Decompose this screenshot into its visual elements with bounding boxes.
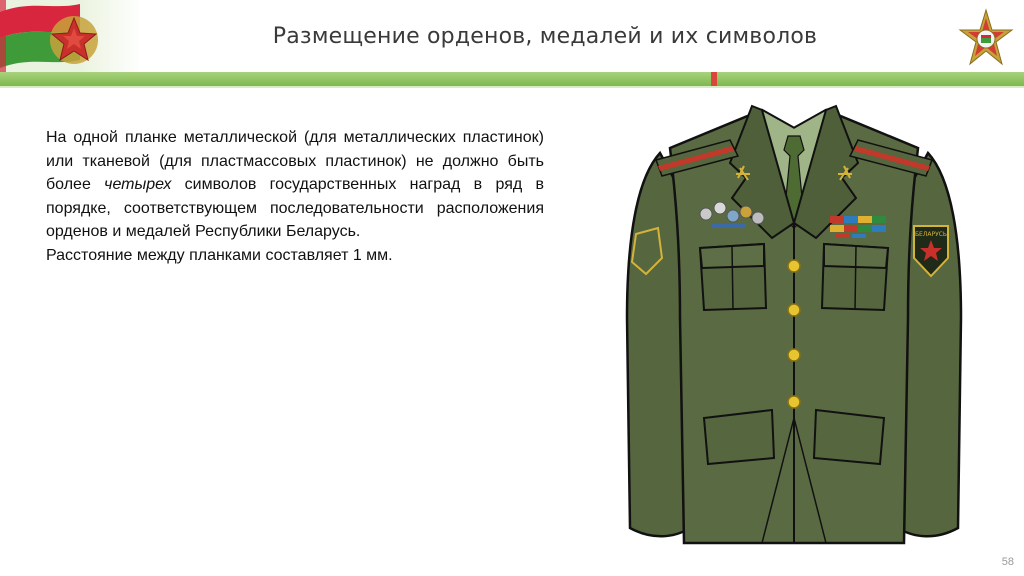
divider-red-marker <box>711 72 717 86</box>
slide-header <box>0 0 1024 72</box>
order-star-emblem-icon <box>956 8 1016 68</box>
button-4 <box>788 396 800 408</box>
paragraph-distance: Расстояние между планками составляет 1 мм. <box>46 246 393 264</box>
flag-star-emblem-icon <box>0 0 142 72</box>
button-3 <box>788 349 800 361</box>
button-1 <box>788 260 800 272</box>
header-divider-bar <box>0 72 1024 86</box>
right-lower-pocket <box>814 410 884 464</box>
paragraph-text-a: На одной планке металлической (для металлических пластинок) или тканевой (для пластмассовых пластинок) не должно быть более <box>46 129 544 193</box>
uniform-jacket-illustration <box>612 88 976 558</box>
paragraph-text-b: символов государственных наград в ряд в порядке, соответствующем последовательности расположения орденов и медалей Республики Беларусь. <box>46 176 545 240</box>
button-2 <box>788 304 800 316</box>
page-title: Размещение орденов, медалей и их символов <box>272 24 818 49</box>
body-text <box>46 126 544 267</box>
left-lower-pocket <box>704 410 774 464</box>
patch-label: БЕЛАРУСЬ <box>914 231 948 238</box>
page-number: 58 <box>1001 556 1014 568</box>
paragraph-emphasis: четырех <box>104 176 172 193</box>
paragraph-placement-rule <box>46 126 544 244</box>
